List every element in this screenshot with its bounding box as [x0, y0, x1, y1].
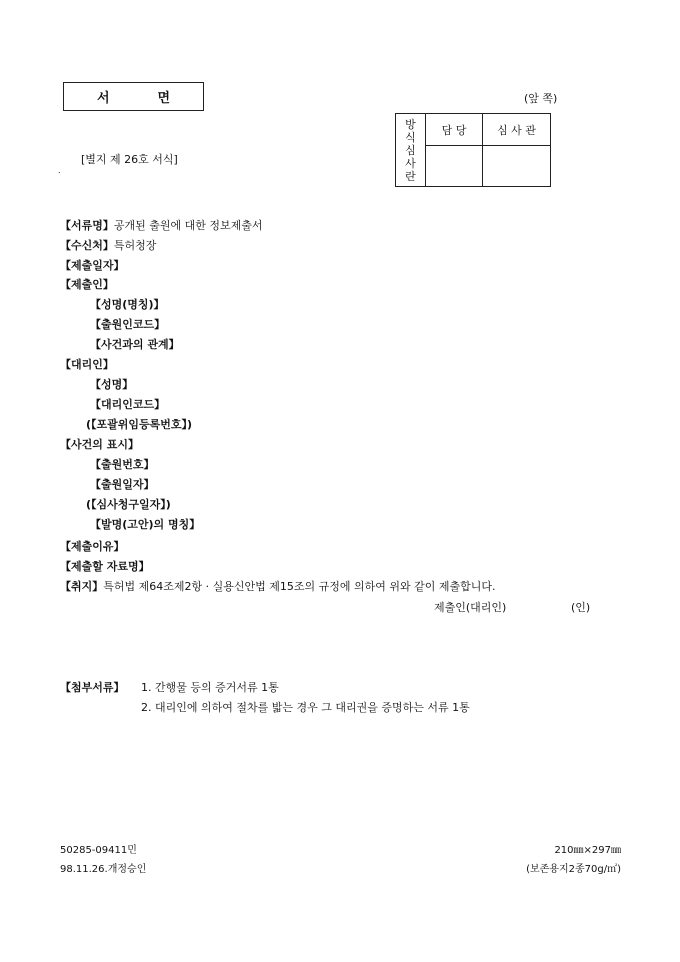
field-agent: 【대리인】 [60, 358, 114, 371]
attachments-label: 【첨부서류】 [60, 681, 125, 694]
examiner-seal-cell [483, 146, 551, 187]
field-application-date: 【출원일자】 [90, 478, 155, 491]
signature-label: 제출인(대리인) [434, 601, 507, 614]
mark: . [58, 166, 61, 175]
attachment-item: 1. 간행물 등의 증거서류 1통 [141, 681, 279, 694]
in-charge-seal-cell [426, 146, 483, 187]
field-examination-request-date: (【심사청구일자】) [86, 498, 171, 511]
field-submission-reason: 【제출이유】 [60, 540, 125, 553]
examination-row-header [396, 114, 426, 187]
field-submitter: 【제출인】 [60, 278, 114, 291]
field-document-name: 【서류명】공개된 출원에 대한 정보제출서 [60, 219, 263, 232]
seal-mark: (인) [571, 601, 591, 614]
document-type-title: 서면 [96, 91, 219, 106]
attachment-item: 2. 대리인에 의하여 절차를 밟는 경우 그 대리권을 증명하는 서류 1통 [141, 701, 470, 714]
paper-type: (보존용지2종70g/㎡) [526, 864, 621, 875]
paper-size: 210㎜×297㎜ [554, 845, 621, 856]
field-submitter-name: 【성명(명칭)】 [90, 298, 165, 311]
front-side-label: (앞 쪽) [524, 92, 558, 105]
column-in-charge: 담 당 [426, 114, 483, 146]
field-recipient: 【수신처】특허청장 [60, 239, 157, 252]
field-agent-code: 【대리인코드】 [90, 398, 166, 411]
row-header-char: 사 [405, 156, 416, 170]
field-invention-title: 【발명(고안)의 명칭】 [90, 518, 201, 531]
form-number: [별지 제 26호 서식] [81, 153, 178, 166]
field-case-indication: 【사건의 표시】 [60, 438, 139, 451]
field-purpose: 【취지】특허법 제64조제2항 · 실용신안법 제15조의 규정에 의하여 위와 같이 제출합니다. [60, 580, 496, 593]
row-header-char: 식 [405, 130, 416, 144]
row-header-char: 란 [405, 169, 416, 183]
field-agent-name: 【성명】 [90, 378, 134, 391]
field-relation-to-case: 【사건과의 관계】 [90, 338, 180, 351]
approval-date: 98.11.26.개정승인 [60, 864, 147, 875]
field-application-number: 【출원번호】 [90, 458, 155, 471]
form-code: 50285-09411민 [60, 845, 137, 856]
field-materials-name: 【제출할 자료명】 [60, 560, 150, 573]
examination-table [395, 113, 551, 187]
row-header-char: 방 [405, 117, 416, 131]
document-type-box [63, 82, 219, 111]
row-header-char: 심 [405, 143, 416, 157]
field-submission-date: 【제출일자】 [60, 259, 125, 272]
field-general-power-number: (【포괄위임등록번호】) [86, 418, 193, 431]
field-applicant-code: 【출원인코드】 [90, 318, 166, 331]
column-examiner: 심 사 관 [483, 114, 551, 146]
